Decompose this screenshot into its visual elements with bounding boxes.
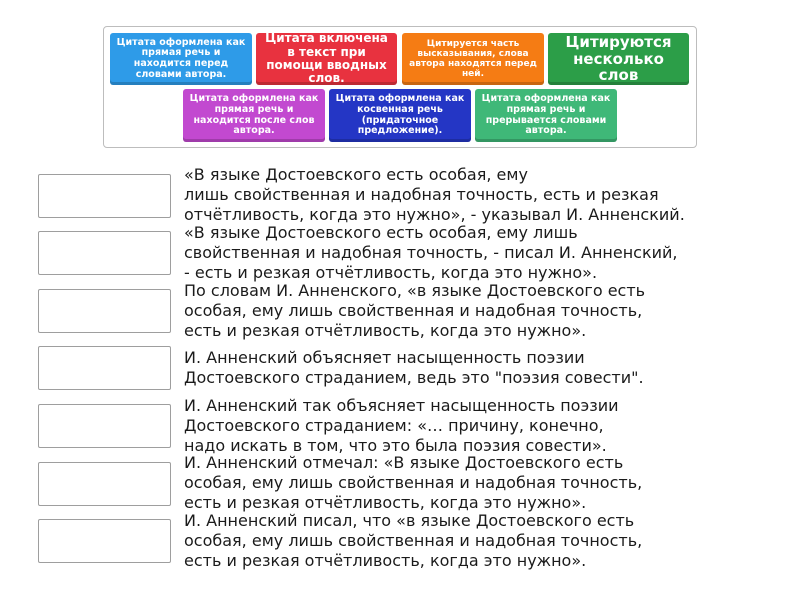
statement-2: «В языке Достоевского есть особая, ему лишь свойственная и надобная точность, - писал И. Анненский, - есть и резкая отчётливость, когда это нужно». bbox=[184, 223, 678, 282]
drop-slot-6[interactable] bbox=[38, 462, 171, 506]
tile-part-of-statement[interactable]: Цитируется часть высказывания, слова автора находятся перед ней. bbox=[402, 33, 544, 85]
statement-3: По словам И. Анненского, «в языке Достоевского есть особая, ему лишь свойственная и надобная точность, есть и резкая отчётливость, когда это нужно». bbox=[184, 281, 646, 340]
drop-slot-7[interactable] bbox=[38, 519, 171, 563]
statement-5: И. Анненский так объясняет насыщенность поэзии Достоевского страданием: «… причину, конечно, надо искать в том, что это была поэзия совести». bbox=[184, 396, 619, 455]
drop-slot-4[interactable] bbox=[38, 346, 171, 390]
drop-slot-1[interactable] bbox=[38, 174, 171, 218]
statement-4: И. Анненский объясняет насыщенность поэзии Достоевского страданием, ведь это "поэзия совести". bbox=[184, 348, 644, 387]
drop-slot-5[interactable] bbox=[38, 404, 171, 448]
tile-direct-speech-after-author[interactable]: Цитата оформлена как прямая речь и находится после слов автора. bbox=[183, 89, 325, 142]
tile-indirect-speech[interactable]: Цитата оформлена как косвенная речь (придаточное предложение). bbox=[329, 89, 471, 142]
drop-slot-3[interactable] bbox=[38, 289, 171, 333]
tile-introductory-words[interactable]: Цитата включена в текст при помощи вводных слов. bbox=[256, 33, 397, 85]
drop-slot-2[interactable] bbox=[38, 231, 171, 275]
statement-7: И. Анненский писал, что «в языке Достоевского есть особая, ему лишь свойственная и надобная точность, есть и резкая отчётливость, когда это нужно». bbox=[184, 511, 643, 570]
statement-6: И. Анненский отмечал: «В языке Достоевского есть особая, ему лишь свойственная и надобная точность, есть и резкая отчётливость, когда это нужно». bbox=[184, 453, 643, 512]
tile-several-words[interactable]: Цитируются несколько слов bbox=[548, 33, 689, 85]
statement-1: «В языке Достоевского есть особая, ему лишь свойственная и надобная точность, есть и резкая отчётливость, когда это нужно», - указывал И. Анненский. bbox=[184, 165, 685, 224]
tile-direct-speech-before-author[interactable]: Цитата оформлена как прямая речь и находится перед словами автора. bbox=[110, 33, 252, 85]
tile-interrupted-by-author[interactable]: Цитата оформлена как прямая речь и прерывается словами автора. bbox=[475, 89, 617, 142]
